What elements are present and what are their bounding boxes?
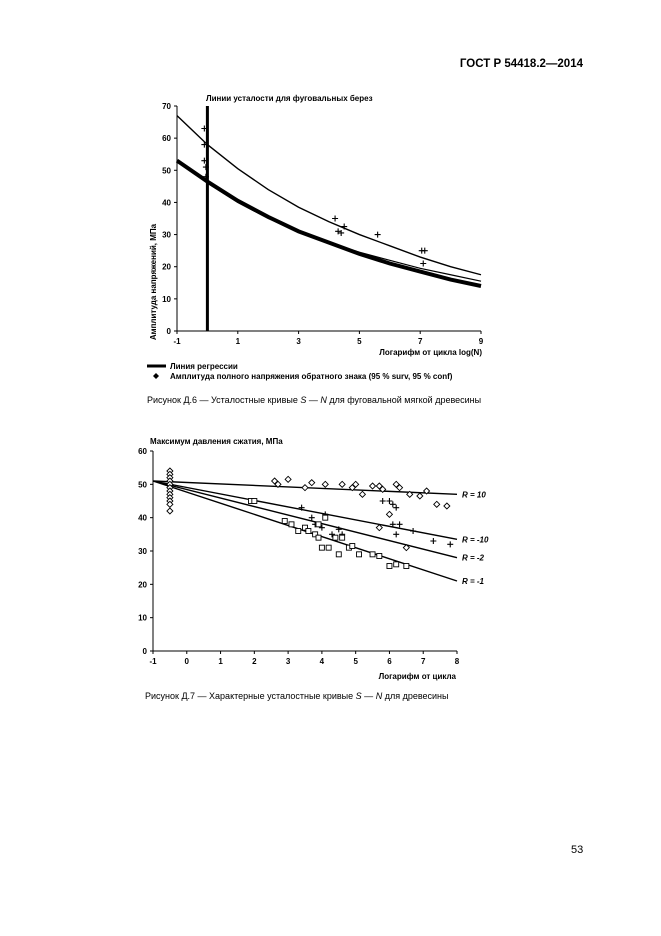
square-marker [319,545,324,550]
plus-marker [375,232,381,238]
regression-curve [177,161,481,286]
legend-diamond-swatch [153,373,159,379]
series-label: R = 10 [462,490,486,500]
x-tick-label: -1 [149,657,157,666]
square-marker [340,535,345,540]
y-tick-label: 30 [162,230,171,240]
x-tick-label: 7 [417,337,423,346]
caption-s: S [300,395,307,405]
x-tick-label: 5 [353,657,358,666]
y-axis-label: Амплитуда напряжений, МПа [149,223,158,341]
plus-marker [390,501,396,507]
x-tick-label: 3 [296,337,301,346]
square-marker [252,499,257,504]
square-marker [333,535,338,540]
x-tick-label: 9 [478,337,484,346]
x-tick-label: 1 [235,337,241,346]
square-marker [306,529,311,534]
plus-marker [332,216,338,222]
x-tick-label: 0 [184,657,190,666]
caption-prefix: Рисунок Д.7 — Характерные усталостные кривые [145,691,356,701]
plus-marker [410,528,416,534]
y-tick-label: 20 [162,262,171,272]
y-tick-label: 30 [138,547,147,556]
caption-n: N [375,691,383,701]
series-label: R = -10 [462,535,489,545]
diamond-marker [417,493,423,499]
diamond-marker [434,501,440,507]
figure-d6-caption [147,395,481,405]
diamond-marker [302,485,308,491]
x-tick-label: 5 [357,337,362,346]
caption-n: N [320,395,327,405]
caption-s: S [355,691,362,701]
caption-suffix: для древесины [382,691,449,701]
regression-curve [177,161,481,282]
square-marker [387,564,392,569]
regression-curve [177,116,481,275]
plus-marker [386,498,392,504]
y-tick-label: 10 [138,613,147,623]
diamond-marker [322,481,328,487]
x-tick-label: 4 [319,657,325,666]
series-label: R = -1 [462,577,485,586]
x-axis-label: Логарифм от цикла [378,672,456,681]
chart-title: Линии усталости для фуговальных берез [206,94,373,103]
diamond-marker [285,476,291,482]
square-marker [394,562,399,567]
page-number: 53 [571,844,584,856]
square-marker [377,554,382,559]
square-marker [350,544,355,549]
y-tick-label: 50 [162,166,171,176]
legend-regression-label: Линия регрессии [170,362,238,371]
square-marker [357,552,362,557]
square-marker [370,552,375,557]
x-tick-label: 8 [454,657,460,666]
diamond-marker [376,525,382,531]
y-tick-label: 60 [138,447,147,456]
square-marker [326,545,331,550]
x-tick-label: 7 [420,657,426,666]
diamond-marker [370,483,376,489]
document-standard-id: ГОСТ Р 54418.2—2014 [459,58,583,70]
caption-prefix: Рисунок Д.6 — Усталостные кривые [147,395,301,405]
square-marker [316,522,321,527]
plus-marker [393,505,399,511]
square-marker [282,519,287,524]
x-tick-label: 1 [218,657,223,666]
x-tick-label: -1 [173,337,181,346]
x-axis-label: Логарифм от цикла log(N) [379,348,482,357]
square-marker [323,515,328,520]
y-tick-label: 60 [162,134,171,144]
y-tick-label: 40 [162,198,171,208]
plus-marker [420,261,426,267]
caption-dash: — [306,395,321,405]
figure-d6-chart [0,88,661,388]
diamond-marker [309,480,315,486]
y-tick-label: 50 [138,480,147,490]
y-tick-label: 40 [138,513,147,523]
plus-marker [447,541,453,547]
diamond-marker [359,491,365,497]
figure-d7-chart [0,437,661,685]
square-marker [316,535,321,540]
y-tick-label: 20 [138,580,147,590]
plus-marker [309,515,315,521]
y-tick-label: 0 [142,647,147,656]
square-marker [296,529,301,534]
plus-marker [397,521,403,527]
y-tick-label: 70 [162,102,171,111]
square-marker [289,522,294,527]
legend-amplitude-label: Амплитуда полного напряжения обратного знака (95 % surv, 95 % conf) [170,372,453,381]
y-tick-label: 0 [166,327,171,336]
square-marker [336,552,341,557]
x-tick-label: 3 [285,657,291,666]
plus-marker [430,538,436,544]
caption-suffix: для фуговальной мягкой древесины [326,395,482,405]
diamond-marker [167,508,173,514]
plus-marker [380,498,386,504]
figure-d7-caption [145,691,448,701]
diamond-marker [386,511,392,517]
y-tick-label: 10 [162,294,171,304]
plus-marker [393,531,399,537]
square-marker [404,564,409,569]
x-tick-label: 2 [252,657,257,666]
chart-title: Максимум давления сжатия, МПа [150,437,283,446]
diamond-marker [444,503,450,509]
caption-dash: — [361,691,376,701]
series-label: R = -2 [462,553,485,563]
x-tick-label: 6 [387,657,392,666]
plus-marker [422,248,428,254]
diamond-marker [339,481,345,487]
